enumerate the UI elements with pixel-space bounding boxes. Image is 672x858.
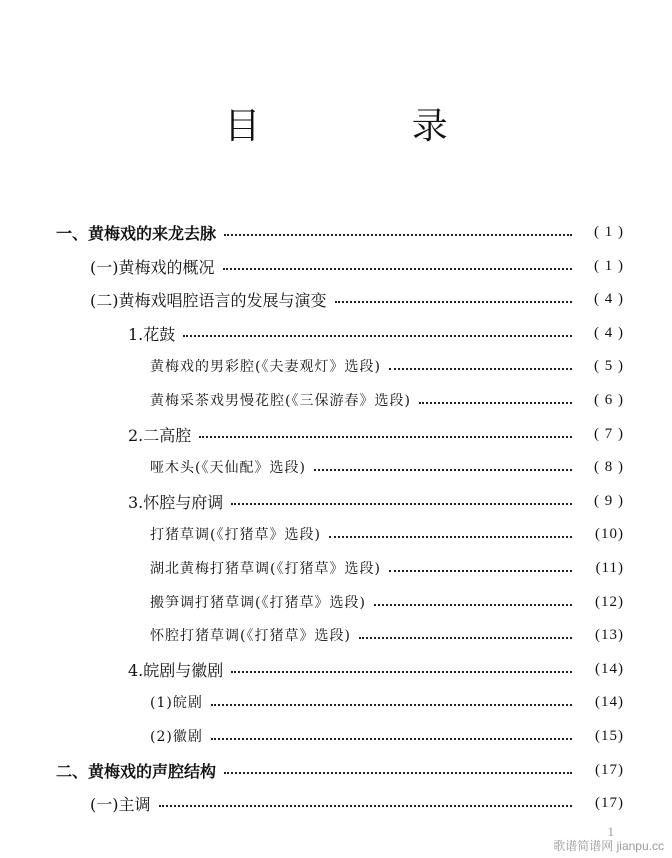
dot-leader [314,469,572,471]
toc-entry[interactable] [150,352,624,380]
toc-entry[interactable] [150,554,624,582]
toc-entry-label: 搬笋调打猪草调(《打猪草》选段) [150,595,366,611]
dot-leader [419,402,572,404]
toc-entry-page: (10) [595,525,624,542]
dot-leader [231,671,572,673]
page-title: 目 录 [224,106,518,147]
page-number: 1 [607,824,614,839]
toc-entry-page: ( 8 ) [594,458,624,475]
toc-entry[interactable] [128,319,624,347]
toc-entry[interactable] [150,453,624,481]
toc-entry-page: (17) [595,761,624,778]
toc-entry-label: 哑木头(《天仙配》选段) [150,460,306,476]
toc-entry-page: (11) [595,559,624,576]
toc-entry-label: (一)黄梅戏的概况 [90,257,215,277]
dot-leader [335,301,573,303]
toc-entry[interactable] [128,487,624,515]
dot-leader [223,268,573,270]
toc-entry-page: (14) [595,693,624,710]
dot-leader [389,570,572,572]
toc-entry-page: (12) [595,593,624,610]
toc-entry-page: ( 1 ) [594,223,624,240]
toc-entry-label: (二)黄梅戏唱腔语言的发展与演变 [90,290,327,310]
toc-entry-label: 3.怀腔与府调 [128,492,224,512]
toc-entry-label: 1.花鼓 [128,324,176,344]
toc-entry-label: (2)徽剧 [150,729,203,745]
watermark: 歌谱简谱网 jianpu.cc [553,839,664,853]
toc-entry[interactable] [150,520,624,548]
toc-entry-page: (14) [595,660,624,677]
toc-entry[interactable] [90,789,624,817]
toc-entry-label: (一)主调 [90,794,151,814]
dot-leader [389,368,572,370]
toc-entry[interactable] [150,588,624,616]
toc-entry-page: (13) [595,626,624,643]
toc-entry[interactable] [150,386,624,414]
dot-leader [231,503,572,505]
toc-entry[interactable] [150,722,624,750]
toc-entry-page: ( 7 ) [594,425,624,442]
dot-leader [199,436,572,438]
toc-entry-page: ( 5 ) [594,357,624,374]
toc-entry-page: ( 4 ) [594,290,624,307]
toc-entry-label: 湖北黄梅打猪草调(《打猪草》选段) [150,561,381,577]
toc-entry-label: 二、黄梅戏的声腔结构 [56,761,217,781]
dot-leader [159,805,573,807]
dot-leader [211,704,572,706]
toc-entry-page: (17) [595,794,624,811]
toc-entry-label: 黄梅采茶戏男慢花腔(《三保游春》选段) [150,393,411,409]
dot-leader [224,772,572,774]
toc-entry[interactable] [128,655,624,683]
toc-entry-label: 打猪草调(《打猪草》选段) [150,527,321,543]
toc-entry[interactable] [150,621,624,649]
toc-entry-page: ( 1 ) [594,257,624,274]
dot-leader [211,738,572,740]
toc-entry-label: (1)皖剧 [150,695,203,711]
toc-entry[interactable] [90,252,624,280]
toc-entry-label: 一、黄梅戏的来龙去脉 [56,223,217,243]
toc-entry-label: 4.皖剧与徽剧 [128,660,224,680]
dot-leader [183,335,572,337]
toc-entry-page: (15) [595,727,624,744]
toc-entry[interactable] [56,756,624,784]
toc-entry-label: 黄梅戏的男彩腔(《夫妻观灯》选段) [150,359,381,375]
dot-leader [374,604,572,606]
toc-entry-page: ( 4 ) [594,324,624,341]
toc-entry[interactable] [128,420,624,448]
toc-entry-label: 2.二高腔 [128,425,192,445]
dot-leader [359,637,572,639]
toc-entry[interactable] [150,688,624,716]
dot-leader [329,536,572,538]
toc-entry[interactable] [56,218,624,246]
dot-leader [224,234,572,236]
toc-entry-page: ( 9 ) [594,492,624,509]
toc-entry-label: 怀腔打猪草调(《打猪草》选段) [150,628,351,644]
toc-entry-page: ( 6 ) [594,391,624,408]
toc-entry[interactable] [90,285,624,313]
